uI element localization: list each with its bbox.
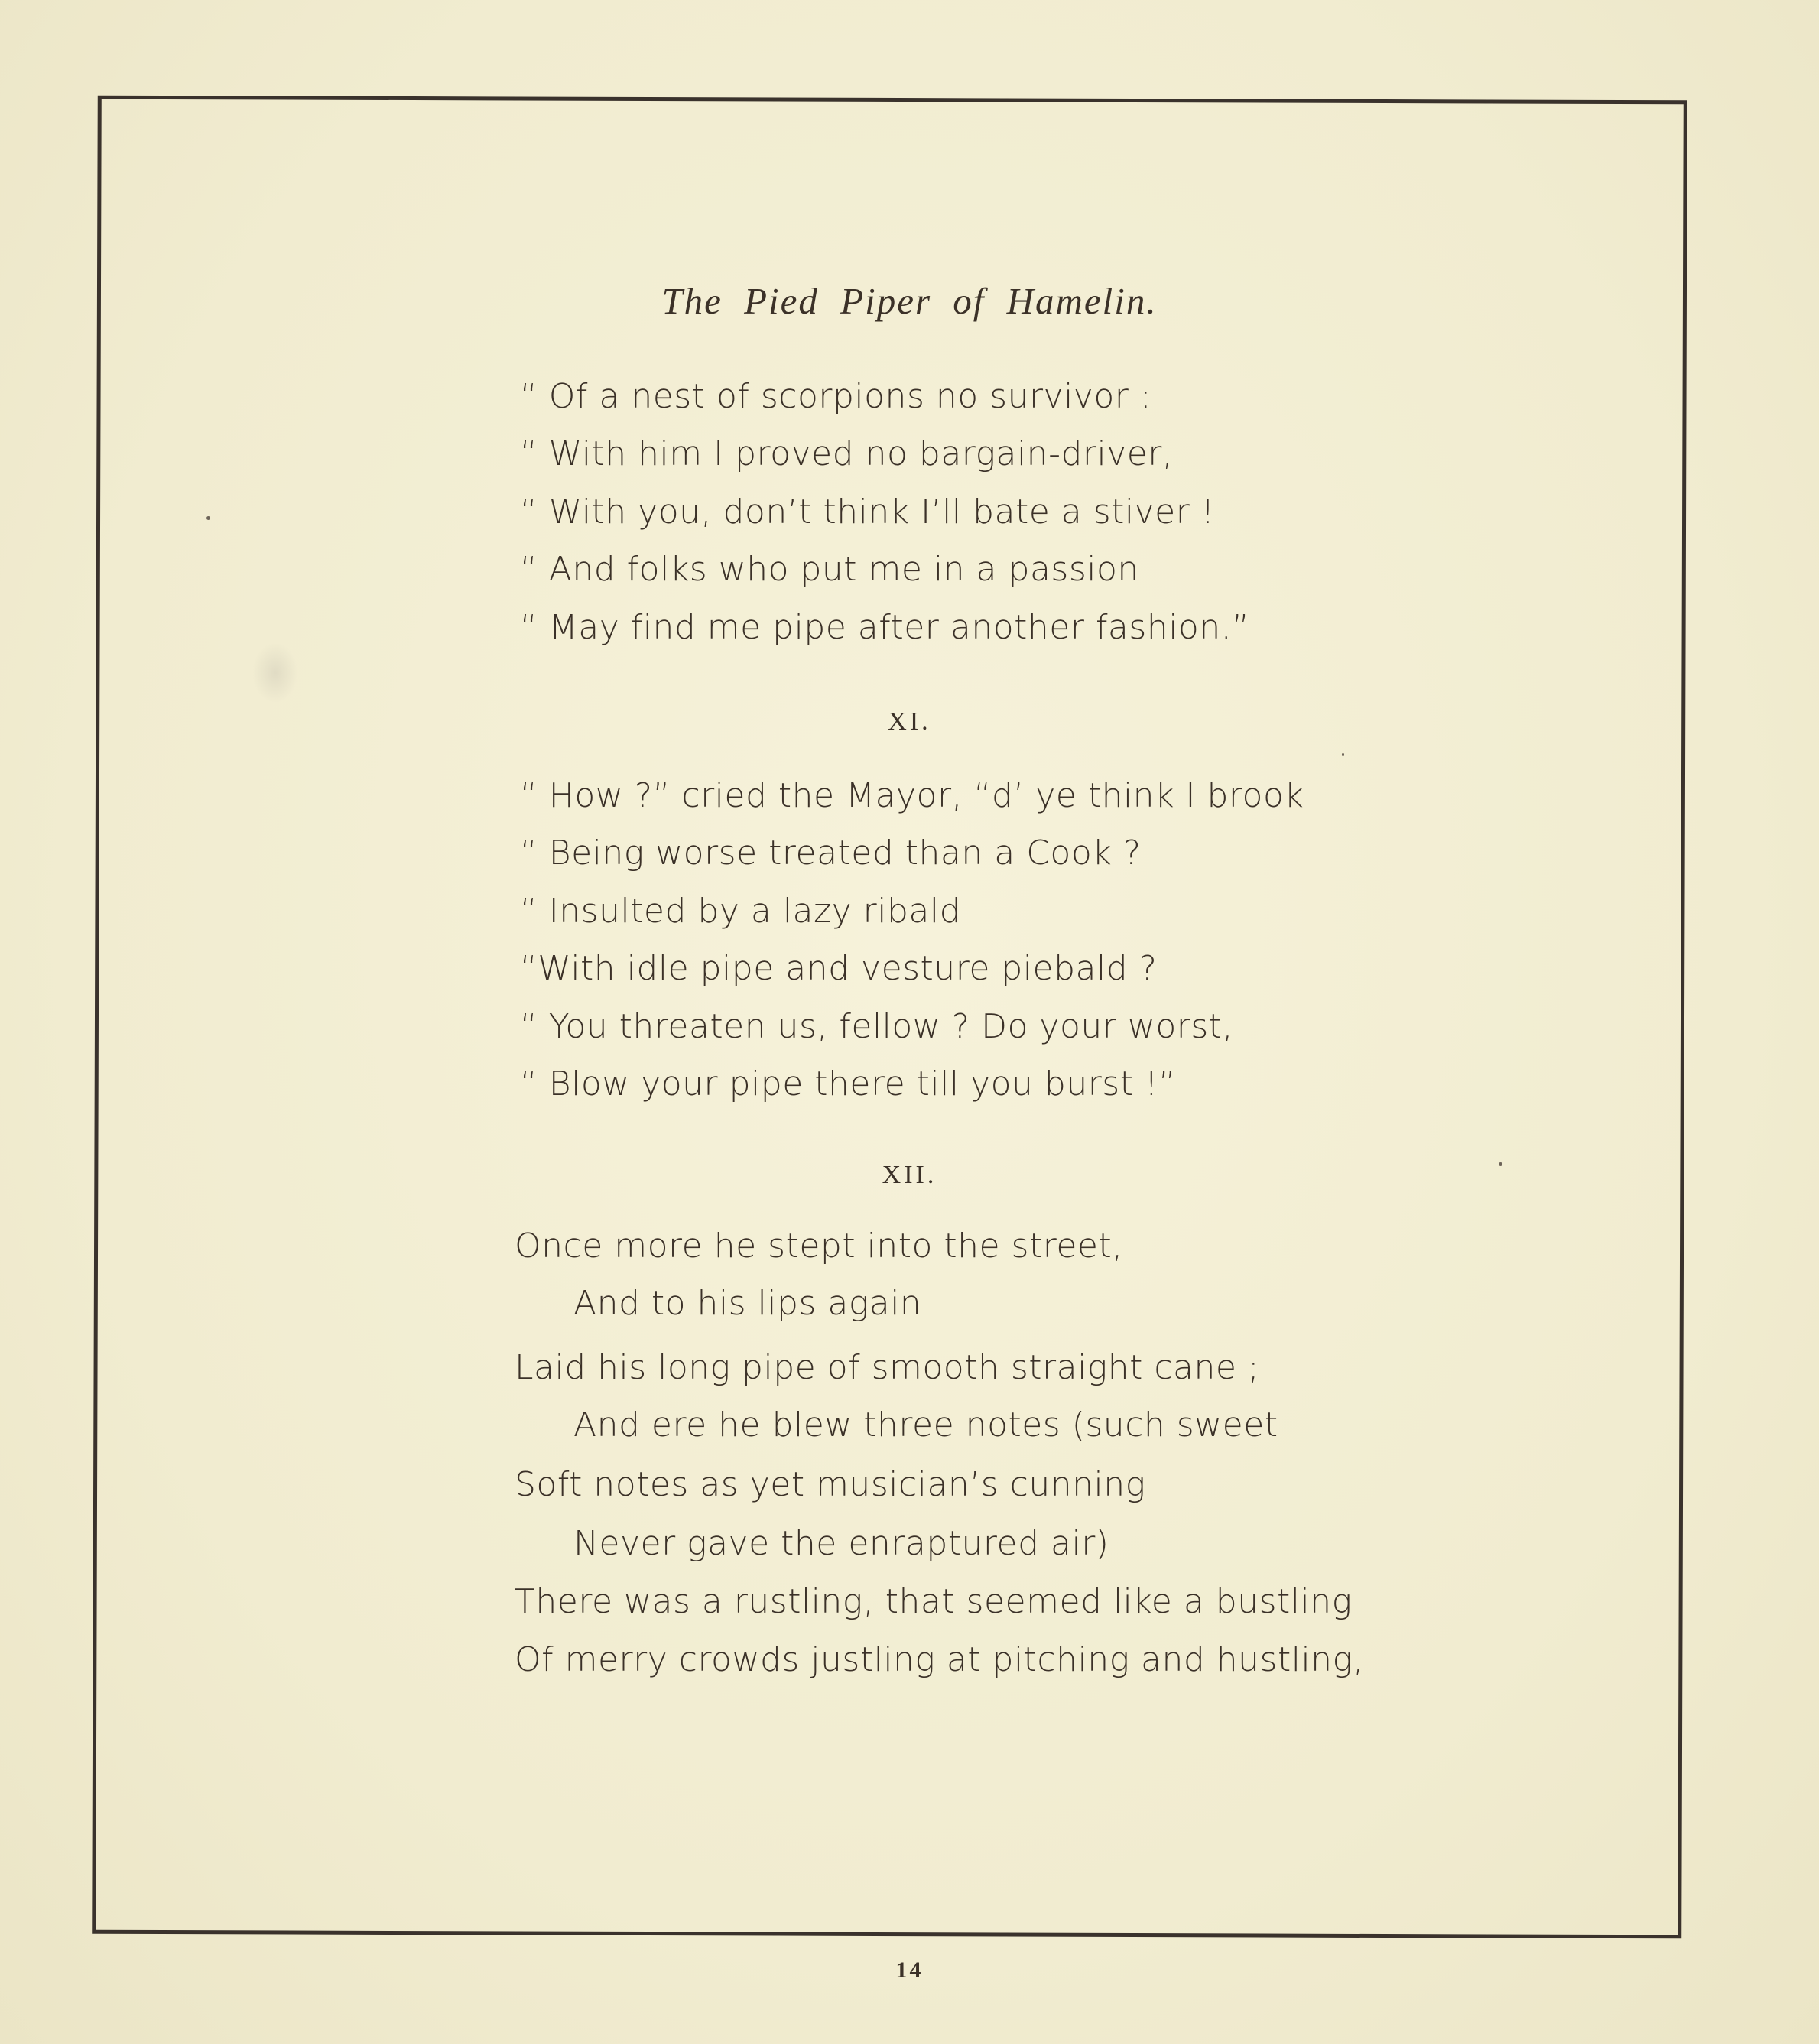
running-title: The Pied Piper of Hamelin.	[661, 280, 1158, 322]
verse-line: “ Insulted by a lazy ribald	[520, 892, 961, 931]
verse-line-indented: Never gave the enraptured air)	[573, 1524, 1109, 1563]
verse-line: Once more he stept into the street,	[515, 1227, 1123, 1266]
page-number: 14	[895, 1958, 924, 1983]
verse-line: Of merry crowds justling at pitching and hustling,	[515, 1640, 1364, 1679]
section-numeral-xii: XII.	[882, 1161, 937, 1189]
section-numeral-xi: XI.	[888, 707, 931, 736]
verse-line: “ Blow your pipe there till you burst !”	[520, 1064, 1177, 1103]
verse-line: Soft notes as yet musician’s cunning	[515, 1465, 1146, 1504]
verse-line: “ With him I proved no bargain-driver,	[520, 434, 1174, 473]
verse-line-indented: And ere he blew three notes (such sweet	[573, 1405, 1278, 1444]
verse-line-indented: And to his lips again	[573, 1284, 922, 1323]
verse-line: There was a rustling, that seemed like a bustling	[515, 1582, 1353, 1621]
verse-line: “ Of a nest of scorpions no survivor :	[520, 377, 1152, 416]
verse-line: “ May find me pipe after another fashion.”	[520, 608, 1250, 647]
verse-line: “ Being worse treated than a Cook ?	[520, 834, 1142, 873]
verse-line: Laid his long pipe of smooth straight cane ;	[515, 1348, 1260, 1387]
verse-line: “ With you, don’t think I’ll bate a stiver !	[520, 492, 1215, 531]
verse-line: “ How ?” cried the Mayor, “d’ ye think I brook	[520, 776, 1304, 815]
verse-line: “ And folks who put me in a passion	[520, 550, 1139, 589]
verse-line: “ You threaten us, fellow ? Do your worst,	[520, 1007, 1233, 1046]
verse-line: “With idle pipe and vesture piebald ?	[520, 949, 1158, 988]
